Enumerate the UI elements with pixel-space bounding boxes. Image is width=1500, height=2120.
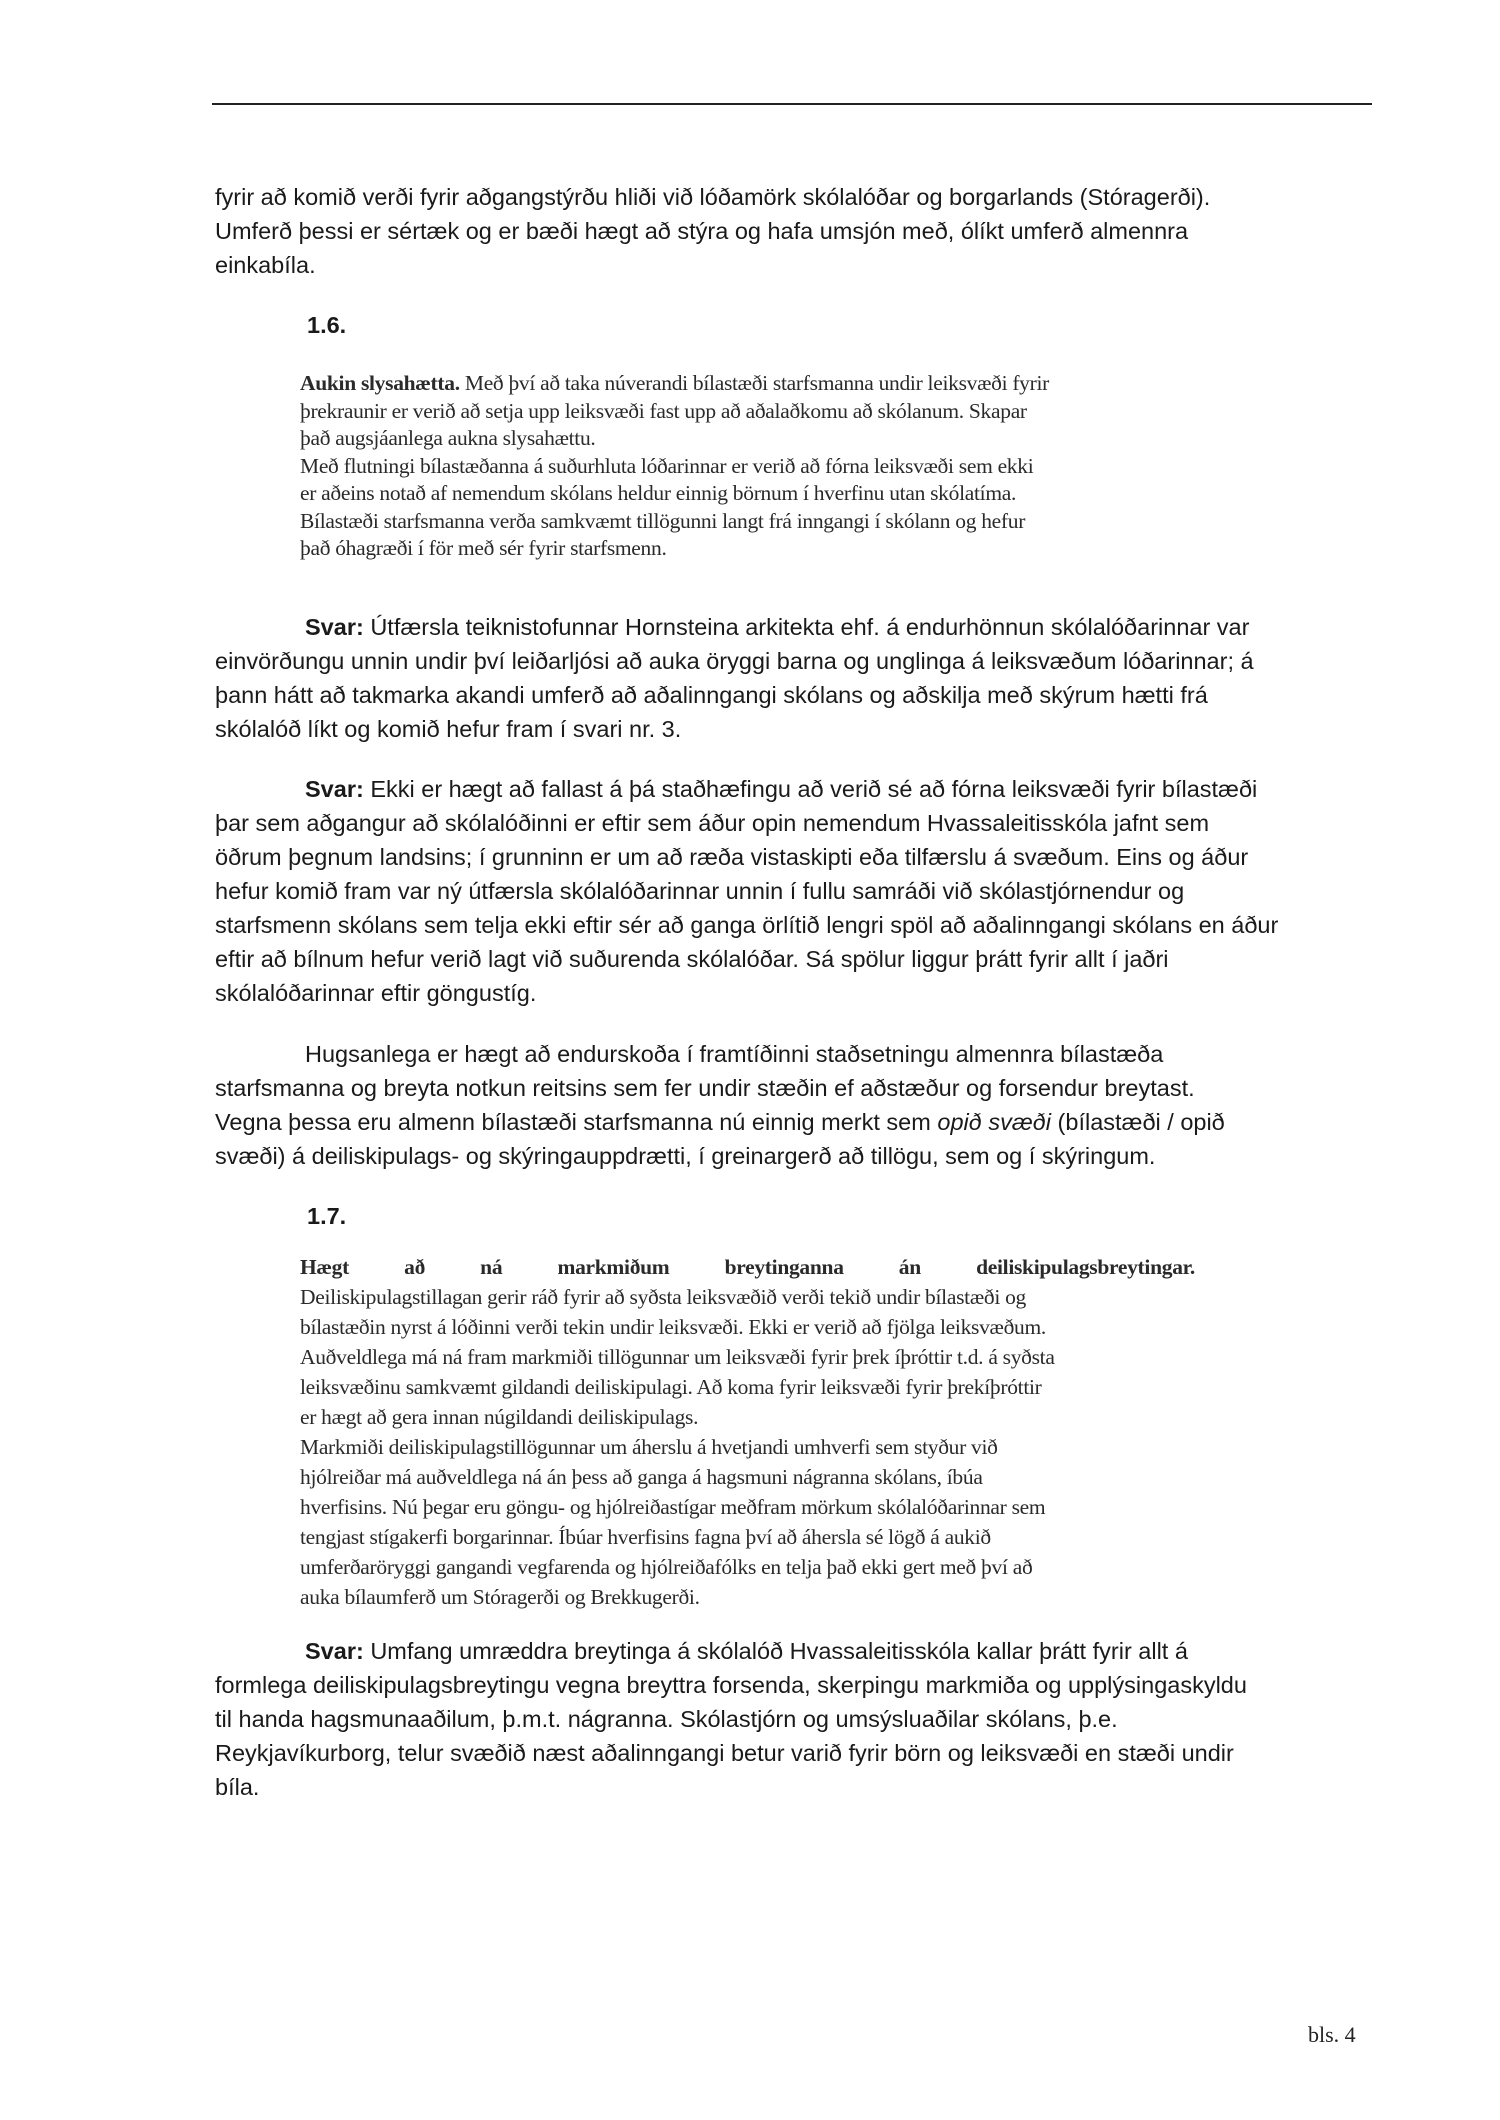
intro-paragraph bbox=[215, 180, 1385, 282]
answer-paragraph-3 bbox=[215, 1037, 1385, 1173]
page-number: bls. 4 bbox=[1308, 2022, 1356, 2047]
text-line: Markmiði deiliskipulagstillögunnar um áherslu á hvetjandi umhverfi sem styður við bbox=[300, 1435, 998, 1459]
text-line: Með því að taka núverandi bílastæði starfsmanna undir leiksvæði fyrir bbox=[459, 371, 1050, 395]
text-line: það augsjáanlega aukna slysahættu. bbox=[300, 426, 596, 450]
text-line: Ekki er hægt að fallast á þá staðhæfingu að verið sé að fórna leiksvæði fyrir bílastæði bbox=[363, 776, 1258, 802]
text-line: Með flutningi bílastæðanna á suðurhluta lóðarinnar er verið að fórna leiksvæði sem ekki bbox=[300, 453, 1034, 478]
text-line: formlega deiliskipulagsbreytingu vegna breyttra forsenda, skerpingu markmiða og upplýsingaskyldu bbox=[215, 1672, 1247, 1698]
answer-label: Svar: bbox=[305, 776, 364, 802]
text-line: er hægt að gera innan núgildandi deiliskipulags. bbox=[300, 1405, 699, 1429]
text-line: hjólreiðar má auðveldlega ná án þess að ganga á hagsmuni nágranna skólans, íbúa bbox=[300, 1465, 983, 1489]
answer-label: Svar: bbox=[305, 1638, 364, 1664]
quoted-comment-1-6 bbox=[300, 370, 1195, 563]
answer-paragraph-1 bbox=[215, 610, 1385, 746]
text-line: skólalóðarinnar eftir göngustíg. bbox=[215, 980, 537, 1006]
answer-label: Svar: bbox=[305, 614, 364, 640]
text-line: bílastæðin nyrst á lóðinni verði tekin undir leiksvæði. Ekki er verið að fjölga leiksvæðum. bbox=[300, 1315, 1046, 1339]
text-line: tengjast stígakerfi borgarinnar. Íbúar hverfisins fagna því að áhersla sé lögð á aukið bbox=[300, 1525, 991, 1549]
quote-heading: Hægt að ná markmiðum breytinganna án deiliskipulagsbreytingar. bbox=[300, 1255, 1195, 1279]
text-line: hverfisins. Nú þegar eru göngu- og hjólreiðastígar meðfram mörkum skólalóðarinnar sem bbox=[300, 1495, 1046, 1519]
text-line: Deiliskipulagstillagan gerir ráð fyrir að syðsta leiksvæðið verði tekið undir bílastæði og bbox=[300, 1285, 1026, 1309]
text-line: til handa hagsmunaaðilum, þ.m.t. nágranna. Skólastjórn og umsýsluaðilar skólans, þ.e. bbox=[215, 1706, 1118, 1732]
text-line: auka bílaumferð um Stóragerði og Brekkugerði. bbox=[300, 1585, 700, 1609]
text-line: umferðaröryggi gangandi vegfarenda og hjólreiðafólks en telja það ekki gert með því að bbox=[300, 1555, 1033, 1579]
answer-paragraph-1-7 bbox=[215, 1634, 1385, 1804]
text-line: Útfærsla teiknistofunnar Hornsteina arkitekta ehf. á endurhönnun skólalóðarinnar var bbox=[363, 614, 1250, 640]
text-line: starfsmanna og breyta notkun reitsins sem fer undir stæðin ef aðstæður og forsendur breytast. bbox=[215, 1075, 1195, 1101]
section-number-1-6: 1.6. bbox=[307, 312, 347, 338]
text-line: Hugsanlega er hægt að endurskoða í framtíðinni staðsetningu almennra bílastæða bbox=[305, 1041, 1164, 1067]
text-line: Auðveldlega má ná fram markmiði tillögunnar um leiksvæði fyrir þrek íþróttir t.d. á syðsta bbox=[300, 1345, 1055, 1369]
text-line: Umferð þessi er sértæk og er bæði hægt að stýra og hafa umsjón með, ólíkt umferð almennra bbox=[215, 218, 1189, 244]
text-line: hefur komið fram var ný útfærsla skólalóðarinnar unnin í fullu samráði við skólastjórnendur og bbox=[215, 878, 1185, 904]
text-line: fyrir að komið verði fyrir aðgangstýrðu hliði við lóðamörk skólalóðar og borgarlands (Stóragerði). bbox=[215, 184, 1211, 210]
text-line: það óhagræði í för með sér fyrir starfsmenn. bbox=[300, 536, 667, 560]
text-line: skólalóð líkt og komið hefur fram í svari nr. 3. bbox=[215, 716, 682, 742]
text-line: Reykjavíkurborg, telur svæðið næst aðalinngangi betur varið fyrir börn og leiksvæði en stæði undir bbox=[215, 1740, 1234, 1766]
quoted-comment-1-7 bbox=[300, 1252, 1195, 1612]
quote-heading: Aukin slysahætta. bbox=[300, 371, 460, 395]
text-line: Umfang umræddra breytinga á skólalóð Hvassaleitisskóla kallar þrátt fyrir allt á bbox=[363, 1638, 1188, 1664]
answer-paragraph-2 bbox=[215, 772, 1385, 1010]
text-line: þar sem aðgangur að skólalóðinni er eftir sem áður opin nemendum Hvassaleitisskóla jafnt sem bbox=[215, 810, 1210, 836]
header-rule bbox=[212, 103, 1372, 105]
emphasis-open-area: opið svæði bbox=[937, 1109, 1052, 1135]
text-line: þann hátt að takmarka akandi umferð að aðalinngangi skólans og aðskilja með skýrum hætti frá bbox=[215, 682, 1208, 708]
text-line: (bílastæði / opið bbox=[1051, 1109, 1225, 1135]
text-line: starfsmenn skólans sem telja ekki eftir sér að ganga örlítið lengri spöl að aðalinngangi skólans en áður bbox=[215, 912, 1279, 938]
text-line: einvörðungu unnin undir því leiðarljósi að auka öryggi barna og unglinga á leiksvæðum lóðarinnar; á bbox=[215, 648, 1254, 674]
text-line: öðrum þegnum landsins; í grunninn er um að ræða vistaskipti eða tilfærslu á svæðum. Eins og áður bbox=[215, 844, 1249, 870]
text-line: Bílastæði starfsmanna verða samkvæmt tillögunni langt frá inngangi í skólann og hefur bbox=[300, 508, 1026, 533]
text-line: leiksvæðinu samkvæmt gildandi deiliskipulagi. Að koma fyrir leiksvæði fyrir þrekíþróttir bbox=[300, 1375, 1042, 1399]
text-line: eftir að bílnum hefur verið lagt við suðurenda skólalóðar. Sá spölur liggur þrátt fyrir allt í jaðri bbox=[215, 946, 1169, 972]
text-line: þrekraunir er verið að setja upp leiksvæði fast upp að aðalaðkomu að skólanum. Skapar bbox=[300, 398, 1027, 423]
text-line: svæði) á deiliskipulags- og skýringauppdrætti, í greinargerð að tillögu, sem og í skýringum. bbox=[215, 1143, 1156, 1169]
text-line: er aðeins notað af nemendum skólans heldur einnig börnum í hverfinu utan skólatíma. bbox=[300, 481, 1017, 505]
text-line: bíla. bbox=[215, 1774, 260, 1800]
section-number-1-7: 1.7. bbox=[307, 1203, 347, 1229]
text-line: Vegna þessa eru almenn bílastæði starfsmanna nú einnig merkt sem bbox=[215, 1109, 938, 1135]
text-line: einkabíla. bbox=[215, 252, 316, 278]
